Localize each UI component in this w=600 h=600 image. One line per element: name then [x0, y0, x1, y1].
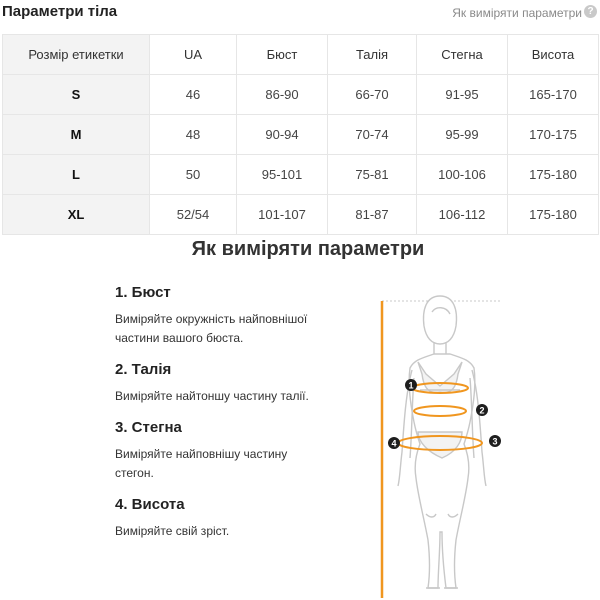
step-bust — [115, 284, 355, 348]
step-height — [115, 496, 355, 541]
step-title: 4. Висота — [115, 496, 185, 513]
table-cell: 165-170 — [508, 75, 599, 115]
step-waist — [115, 361, 355, 406]
step-description-line: стегон. — [115, 466, 154, 480]
table-row — [3, 115, 599, 155]
column-header: UA — [150, 35, 237, 75]
body-figure-illustration — [370, 282, 520, 600]
size-label-cell: L — [3, 155, 150, 195]
step-description — [115, 387, 355, 406]
step-description-line: Виміряйте найтоншу частину талії. — [115, 389, 309, 403]
how-to-measure-title: Як виміряти параметри — [191, 238, 425, 260]
step-description — [115, 445, 355, 483]
column-header: Талія — [328, 35, 417, 75]
table-cell: 86-90 — [237, 75, 328, 115]
table-cell: 50 — [150, 155, 237, 195]
step-hips — [115, 419, 355, 483]
step-description-line: Виміряйте найповнішу частину — [115, 447, 288, 461]
marker-1 — [405, 379, 417, 391]
header — [0, 0, 600, 28]
marker-2 — [476, 404, 488, 416]
svg-text:3: 3 — [492, 436, 498, 447]
table-cell: 48 — [150, 115, 237, 155]
table-cell: 66-70 — [328, 75, 417, 115]
table-cell: 52/54 — [150, 195, 237, 235]
column-header: Розмір етикетки — [3, 35, 150, 75]
table-row — [3, 195, 599, 235]
page-title: Параметри тіла — [2, 3, 118, 20]
table-cell: 170-175 — [508, 115, 599, 155]
table-cell: 70-74 — [328, 115, 417, 155]
table-cell: 101-107 — [237, 195, 328, 235]
table-row — [3, 75, 599, 115]
step-description-line: частини вашого бюста. — [115, 331, 244, 345]
column-header: Стегна — [417, 35, 508, 75]
table-cell: 175-180 — [508, 195, 599, 235]
size-label-cell: XL — [3, 195, 150, 235]
step-title: 1. Бюст — [115, 284, 171, 301]
step-title: 2. Талія — [115, 361, 172, 378]
body-silhouette — [398, 296, 486, 588]
table-cell: 81-87 — [328, 195, 417, 235]
svg-text:2: 2 — [479, 405, 485, 416]
table-cell: 106-112 — [417, 195, 508, 235]
marker-3 — [489, 435, 501, 447]
size-label-cell: S — [3, 75, 150, 115]
question-icon[interactable]: ? — [584, 5, 597, 18]
table-cell: 91-95 — [417, 75, 508, 115]
step-description-line: Виміряйте свій зріст. — [115, 524, 230, 538]
table-cell: 46 — [150, 75, 237, 115]
marker-4 — [388, 437, 400, 449]
table-cell: 75-81 — [328, 155, 417, 195]
svg-text:1: 1 — [408, 380, 414, 391]
step-title: 3. Стегна — [115, 419, 182, 436]
column-header: Висота — [508, 35, 599, 75]
size-label-cell: M — [3, 115, 150, 155]
table-cell: 100-106 — [417, 155, 508, 195]
step-description — [115, 310, 355, 348]
svg-text:4: 4 — [391, 438, 397, 449]
how-to-measure-link[interactable]: Як виміряти параметри — [452, 6, 582, 20]
table-row — [3, 155, 599, 195]
table-cell: 90-94 — [237, 115, 328, 155]
table-cell: 95-99 — [417, 115, 508, 155]
table-header-row — [3, 35, 599, 75]
step-description — [115, 522, 355, 541]
table-cell: 175-180 — [508, 155, 599, 195]
step-description-line: Виміряйте окружність найповнішої — [115, 312, 308, 326]
table-cell: 95-101 — [237, 155, 328, 195]
column-header: Бюст — [237, 35, 328, 75]
size-table — [2, 34, 599, 235]
